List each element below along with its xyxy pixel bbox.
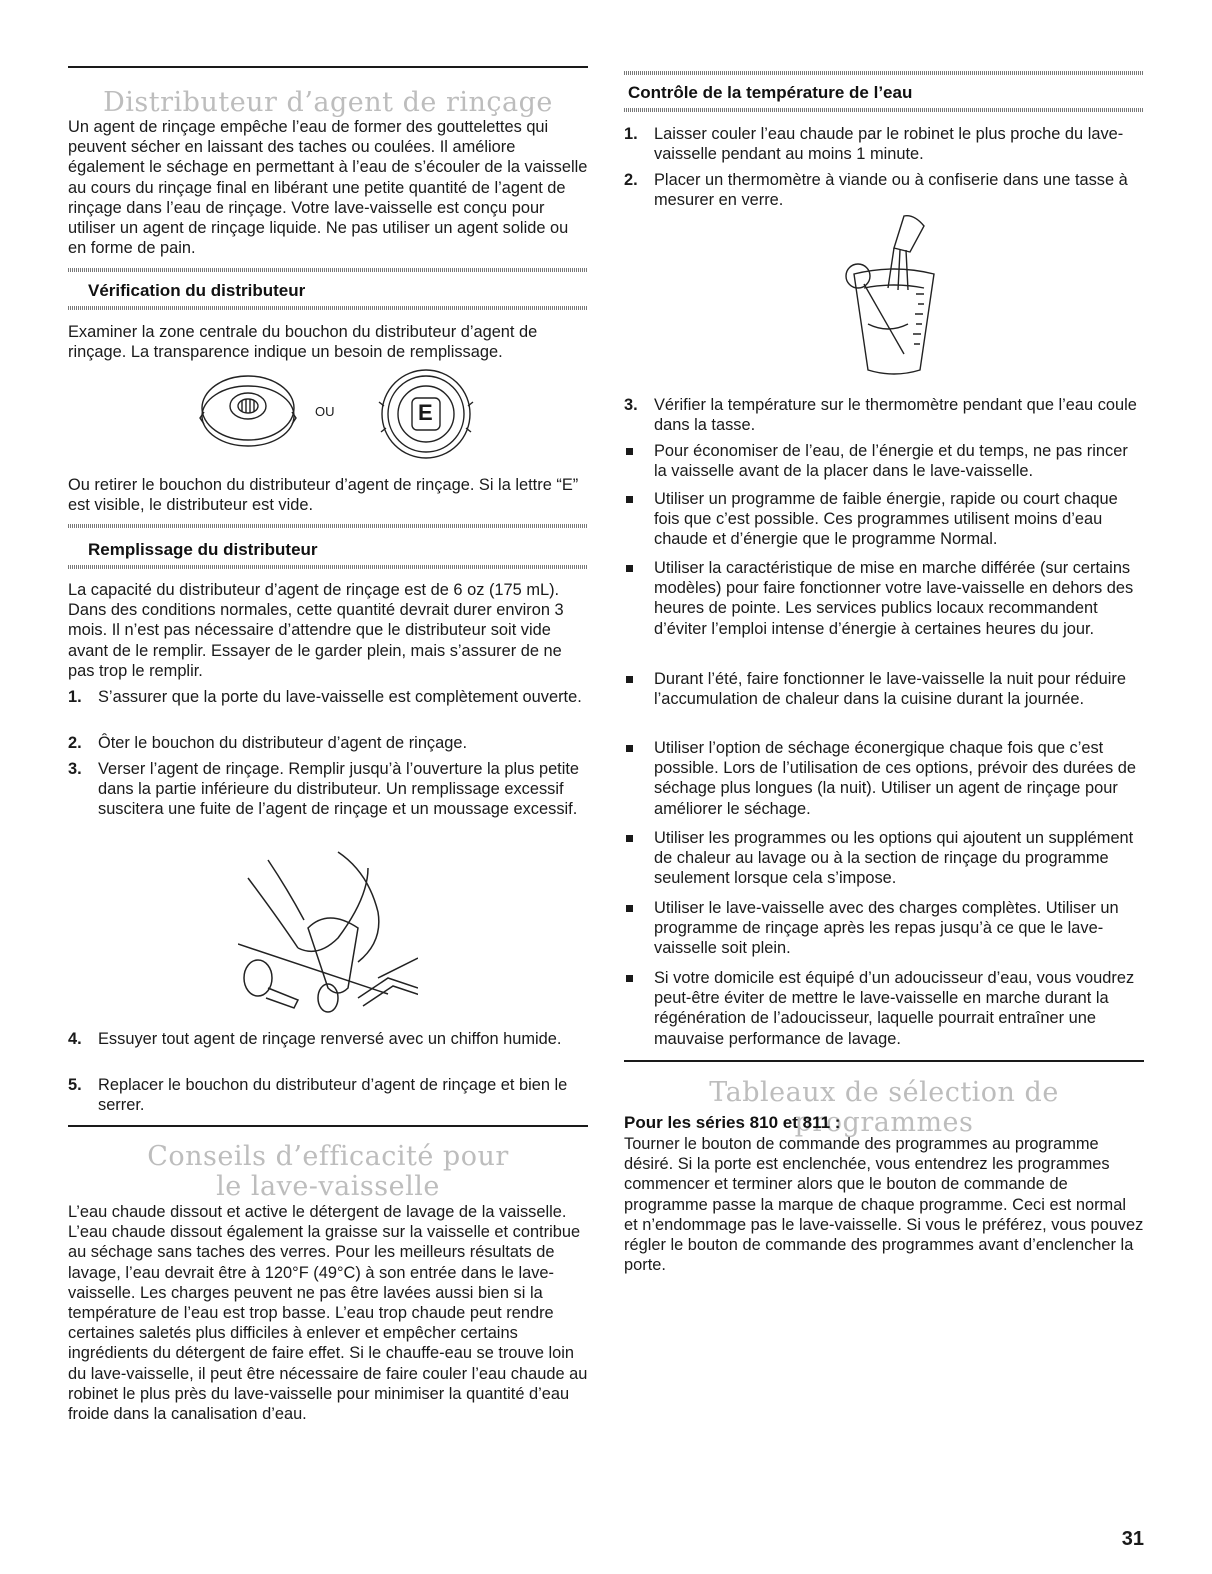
- step-text: Vérifier la température sur le thermomètre pendant que l’eau coule dans la tasse.: [654, 396, 1137, 435]
- program-tables-title: Tableaux de sélection de programmes: [709, 1077, 1059, 1138]
- tips-title-line1: Conseils d’efficacité pour: [147, 1141, 509, 1172]
- hatch-rule: [68, 306, 588, 310]
- section-rule: [68, 66, 588, 68]
- verification-text: Examiner la zone centrale du bouchon du distributeur d’agent de rinçage. La transparence indique un besoin de remplissage.: [68, 323, 538, 362]
- step-text: Replacer le bouchon du distributeur d’agent de rinçage et bien le serrer.: [98, 1076, 568, 1115]
- step-number: 3.: [624, 396, 638, 414]
- faucet-cup-illustration: [834, 214, 954, 380]
- step-number: 1.: [624, 125, 638, 143]
- bullet-icon: [626, 745, 633, 752]
- step-number: 4.: [68, 1030, 82, 1048]
- bullet-text: Si votre domicile est équipé d’un adoucisseur d’eau, vous voudrez peut-être éviter de mettre le lave-vaisselle en marche durant la régénération de l’adoucisseur, laquelle pourrait entraîner une mauvaise performance de lavage.: [654, 969, 1135, 1048]
- step-text: Essuyer tout agent de rinçage renversé avec un chiffon humide.: [98, 1030, 562, 1048]
- bullet-icon: [626, 676, 633, 683]
- bullet-text: Utiliser le lave-vaisselle avec des charges complètes. Utiliser un programme de rinçage après les repas jusqu’à ce que le lave-vaisselle soit plein.: [654, 899, 1119, 958]
- pouring-illustration: [238, 848, 418, 1018]
- series-text: Tourner le bouton de commande des programmes au programme désiré. Si la porte est enclenchée, vous entendrez les programmes commencer et terminer alors que le bouton de commande de programme passe la marque de chaque programme. Ceci est normal et n’endommage pas le lave-vaisselle. Si vous le préférez, vous pouvez régler le bouton de commande des programmes avant d’enclencher la porte.: [624, 1135, 1144, 1275]
- verification-heading: Vérification du distributeur: [88, 281, 306, 300]
- bullet-text: Durant l’été, faire fonctionner le lave-vaisselle la nuit pour réduire l’accumulation de chaleur dans la cuisine durant la journée.: [654, 670, 1126, 709]
- rinse-aid-cap-illustration: [198, 366, 488, 466]
- step-number: 1.: [68, 688, 82, 706]
- series-heading: Pour les séries 810 et 811 :: [624, 1113, 841, 1132]
- step-text: Ôter le bouchon du distributeur d’agent de rinçage.: [98, 734, 468, 752]
- section-rule: [624, 1060, 1144, 1062]
- hatch-rule: [68, 524, 588, 528]
- step-text: Laisser couler l’eau chaude par le robinet le plus proche du lave-vaisselle pendant au moins 1 minute.: [654, 125, 1124, 164]
- bullet-icon: [626, 496, 633, 503]
- hatch-rule: [624, 108, 1144, 112]
- or-label: OU: [315, 404, 335, 419]
- bullet-icon: [626, 835, 633, 842]
- bullet-text: Utiliser l’option de séchage éconergique chaque fois que c’est possible. Lors de l’utilisation de ces options, prévoir des durées de séchage plus longues (la nuit). Utiliser un agent de rinçage pour améliorer le séchage.: [654, 739, 1136, 818]
- hatch-rule: [624, 71, 1144, 75]
- step-number: 2.: [68, 734, 82, 752]
- bullet-text: Utiliser les programmes ou les options qui ajoutent un supplément de chaleur au lavage ou à la section de rinçage du programme seulement lorsque cela s’impose.: [654, 829, 1134, 888]
- hatch-rule: [68, 565, 588, 569]
- step-text: Placer un thermomètre à viande ou à confiserie dans une tasse à mesurer en verre.: [654, 171, 1128, 210]
- tips-title-line2: le lave-vaisselle: [216, 1171, 440, 1202]
- verification-text-2: Ou retirer le bouchon du distributeur d’agent de rinçage. Si la lettre “E” est visible, le distributeur est vide.: [68, 476, 579, 515]
- rinse-aid-intro: Un agent de rinçage empêche l’eau de former des gouttelettes qui peuvent sécher en laissant des taches ou coulées. Il améliore également le séchage en permettant à l’eau de s’écouler de la vaisselle au cours du rinçage final en libérant une petite quantité de l’agent de rinçage dans l’eau de rinçage. Votre lave-vaisselle est conçu pour utiliser un agent de rinçage liquide. Ne pas utiliser un agent solide ou en forme de pain.: [68, 118, 588, 258]
- hatch-rule: [68, 268, 588, 272]
- bullet-text: Pour économiser de l’eau, de l’énergie et du temps, ne pas rincer la vaisselle avant de la placer dans le lave-vaisselle.: [654, 442, 1128, 481]
- fill-text: La capacité du distributeur d’agent de rinçage est de 6 oz (175 mL). Dans des conditions normales, cette quantité devrait durer environ 3 mois. Il n’est pas nécessaire d’attendre que le distributeur soit vide avant de le remplir. Essayer de le garder plein, mais s’assurer de ne pas trop le remplir.: [68, 581, 564, 680]
- bullet-text: Utiliser la caractéristique de mise en marche différée (sur certains modèles) pour faire fonctionner votre lave-vaisselle en dehors des heures de pointe. Les services publics locaux recommandent d’éviter l’emploi intense d’énergie à certaines heures du jour.: [654, 559, 1134, 638]
- fill-heading: Remplissage du distributeur: [88, 540, 318, 559]
- page-number: 31: [1121, 1528, 1144, 1550]
- step-number: 2.: [624, 171, 638, 189]
- rinse-aid-title: Distributeur d’agent de rinçage: [103, 87, 553, 118]
- bullet-icon: [626, 905, 633, 912]
- bullet-icon: [626, 565, 633, 572]
- step-number: 5.: [68, 1076, 82, 1094]
- cap-drawing: [198, 366, 488, 466]
- tips-text: L’eau chaude dissout et active le détergent de lavage de la vaisselle. L’eau chaude dissout également la graisse sur la vaisselle et contribue au séchage sans taches des verres. Pour les meilleurs résultats de lavage, l’eau devrait être à 120°F (49°C) à son entrée dans le lave-vaisselle. Les charges peuvent ne pas être lavées aussi bien si la température de l’eau est trop basse. L’eau trop chaude peut rendre certaines saletés plus difficiles à enlever et empêcher certains ingrédients du détergent de faire effet. Si le chauffe-eau se trouve loin du lave-vaisselle, il peut être nécessaire de faire couler l’eau chaude au robinet le plus près du lave-vaisselle pour minimiser la quantité d’eau froide dans la canalisation d’eau.: [68, 1203, 588, 1424]
- hand-bottle-drawing: [238, 848, 418, 1018]
- bullet-text: Utiliser un programme de faible énergie, rapide ou court chaque fois que c’est possible. Ces programmes utilisent moins d’eau chaude et d’énergie que le programme Normal.: [654, 490, 1118, 549]
- step-number: 3.: [68, 760, 82, 778]
- cap-letter-e: E: [418, 400, 433, 425]
- bullet-icon: [626, 448, 633, 455]
- temperature-heading: Contrôle de la température de l’eau: [628, 83, 913, 102]
- bullet-icon: [626, 975, 633, 982]
- section-rule: [68, 1125, 588, 1127]
- measuring-cup-drawing: [834, 214, 954, 380]
- step-text: S’assurer que la porte du lave-vaisselle est complètement ouverte.: [98, 688, 582, 706]
- step-text: Verser l’agent de rinçage. Remplir jusqu’à l’ouverture la plus petite dans la partie inférieure du distributeur. Un remplissage excessif suscitera une fuite de l’agent de rinçage et un moussage excessif.: [98, 760, 580, 819]
